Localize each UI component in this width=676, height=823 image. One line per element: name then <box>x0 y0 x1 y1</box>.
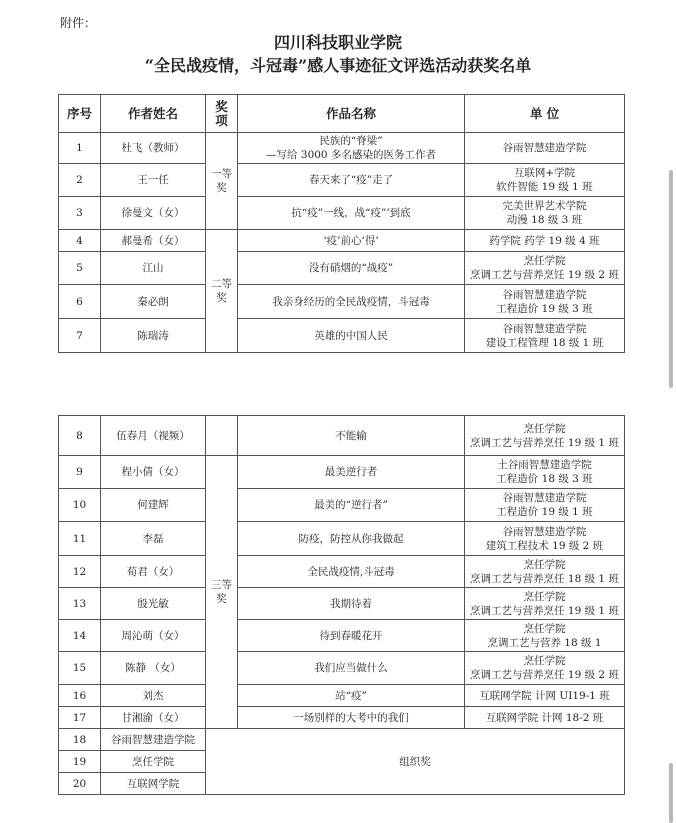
row-no: 9 <box>59 456 101 489</box>
award-first <box>206 133 238 230</box>
row-unit-line2: 烹调工艺与营养烹任 18 级 1 班 <box>470 572 619 585</box>
row-no: 7 <box>59 319 101 353</box>
org-name: 互联网学院 <box>101 773 206 795</box>
header-no: 序号 <box>59 95 101 133</box>
row-unit <box>465 652 625 685</box>
row-unit-line1: 谷雨智慧建造学院 <box>502 322 587 335</box>
row-unit-line1: 谷雨智慧建造学院 <box>502 288 587 301</box>
awards-table-part1 <box>58 94 625 353</box>
row-unit-line2: 烹调工艺与营养烹任 19 级 1 班 <box>470 604 619 617</box>
row-no: 8 <box>59 416 101 456</box>
document-subtitle: “全民战疫情，斗冠毒”感人事迹征文评选活动获奖名单 <box>144 56 532 75</box>
row-unit <box>465 285 625 319</box>
row-unit-line2: 建筑工程技术 19 级 2 班 <box>485 539 604 552</box>
row-work <box>238 133 465 164</box>
row-unit-line1: 烹任学院 <box>523 655 566 667</box>
row-work: 我们应当做什么 <box>238 652 465 685</box>
row-no: 3 <box>59 197 101 230</box>
award-third-line2: 奖 <box>216 593 227 605</box>
row-unit-line2: 工程造价 19 级 3 班 <box>496 302 593 315</box>
table-row <box>59 685 625 707</box>
document-title: 四川科技职业学院 <box>273 33 402 52</box>
table-row <box>59 588 625 620</box>
row-unit <box>465 197 625 230</box>
award-empty <box>206 416 238 456</box>
org-row <box>59 729 625 751</box>
row-unit: 互联网学院 计网 18-2 班 <box>465 707 625 729</box>
row-work: 我期待着 <box>238 588 465 620</box>
table-row <box>59 164 625 197</box>
org-name: 谷雨智慧建造学院 <box>101 729 206 751</box>
header-unit: 单 位 <box>465 95 625 133</box>
row-work: 我亲身经历的全民战疫情，斗冠毒 <box>238 285 465 319</box>
row-author: 何建辉 <box>101 489 206 522</box>
award-org: 组织奖 <box>206 729 625 795</box>
header-award-line2: 项 <box>215 112 228 128</box>
row-work: 不能输 <box>238 416 465 456</box>
award-second-line2: 奖 <box>216 292 227 304</box>
row-work: 春天来了“疫”走了 <box>238 164 465 197</box>
row-work-line2: —写给 3000 多名感染的医务工作者 <box>266 149 436 161</box>
attachment-label: 附件： <box>60 16 97 30</box>
row-author: 秦必朗 <box>101 285 206 319</box>
row-no: 4 <box>59 230 101 252</box>
row-work-line1: 民族的“脊梁” <box>319 135 383 147</box>
row-unit <box>465 319 625 353</box>
table-row <box>59 197 625 230</box>
row-unit-line1: 烹任学院 <box>523 590 566 603</box>
row-author: 殷光敏 <box>101 588 206 620</box>
row-unit <box>465 556 625 588</box>
row-author: 荀君（女） <box>101 556 206 588</box>
row-unit-line1: 完美世界艺术学院 <box>502 200 587 212</box>
scrollbar-thumb[interactable] <box>669 170 673 388</box>
row-unit-line1: 谷雨智慧建造学院 <box>502 525 587 538</box>
row-author: 伍春月（视频） <box>101 416 206 456</box>
row-no: 16 <box>59 685 101 707</box>
row-no: 5 <box>59 252 101 285</box>
row-no: 18 <box>59 729 101 751</box>
awards-table-part2 <box>58 415 625 795</box>
row-work: 防疫，防控从你我做起 <box>238 522 465 556</box>
row-author: 陈瑞涛 <box>101 319 206 353</box>
row-work: 抗“疫”一线，战“疫”’到底 <box>238 197 465 230</box>
table-row <box>59 285 625 319</box>
row-work: 待到春暖花开 <box>238 620 465 652</box>
row-unit-line2: 动漫 18 级 3 班 <box>506 214 583 226</box>
row-unit <box>465 456 625 489</box>
row-no: 15 <box>59 652 101 685</box>
award-second-line1: 二等 <box>211 278 232 290</box>
award-first-line2: 奖 <box>216 182 227 194</box>
row-unit <box>465 164 625 197</box>
header-award-line1: 奖 <box>215 98 228 114</box>
row-author: 刘杰 <box>101 685 206 707</box>
row-unit: 药学院 药学 19 级 4 班 <box>465 230 625 252</box>
row-author: 江山 <box>101 252 206 285</box>
row-unit-line1: 烹任学院 <box>523 422 566 435</box>
row-no: 6 <box>59 285 101 319</box>
org-name: 烹任学院 <box>101 751 206 773</box>
row-author: 陈静 （女） <box>101 652 206 685</box>
table-row <box>59 133 625 164</box>
row-author: 李磊 <box>101 522 206 556</box>
row-unit-line2: 工程造价 19 级 1 班 <box>496 506 593 518</box>
row-unit: 互联网学院 计网 UI19-1 班 <box>465 685 625 707</box>
row-unit-line1: 土谷雨智慧建造学院 <box>497 459 592 471</box>
row-unit-line1: 谷雨智慧建造学院 <box>502 492 587 504</box>
row-work: 没有硝烟的“战疫” <box>238 252 465 285</box>
row-work: 最美逆行者 <box>238 456 465 489</box>
award-second <box>206 230 238 353</box>
row-unit-line2: 工程造价 18 级 3 班 <box>496 473 593 485</box>
header-award <box>206 95 238 133</box>
header-work: 作品名称 <box>238 95 465 133</box>
row-no: 12 <box>59 556 101 588</box>
row-work: ‘疫’前心‘得’ <box>238 230 465 252</box>
row-no: 10 <box>59 489 101 522</box>
row-unit-line2: 烹调工艺与营养烹任 19 级 1 班 <box>470 436 619 449</box>
row-no: 19 <box>59 751 101 773</box>
row-unit-line2: 烹调工艺与营养 18 级 1 <box>487 636 602 649</box>
row-unit <box>465 416 625 456</box>
table-row <box>59 522 625 556</box>
table-row <box>59 230 625 252</box>
row-no: 1 <box>59 133 101 164</box>
vertical-scrollbar[interactable] <box>666 0 676 823</box>
table-row <box>59 620 625 652</box>
row-unit-line2: 软件智能 19 级 1 班 <box>496 181 593 193</box>
row-unit <box>465 522 625 556</box>
table-row <box>59 252 625 285</box>
table-row <box>59 707 625 729</box>
row-work: 一场别样的大考中的我们 <box>238 707 465 729</box>
row-no: 20 <box>59 773 101 795</box>
row-author: 周沁萌（女） <box>101 620 206 652</box>
row-unit: 谷雨智慧建造学院 <box>465 133 625 164</box>
row-no: 17 <box>59 707 101 729</box>
row-author: 程小倩（女） <box>101 456 206 489</box>
row-unit-line2: 烹调工艺与营养烹任 19 级 2 班 <box>470 669 619 681</box>
row-author: 甘湘渝（女） <box>101 707 206 729</box>
table-row <box>59 319 625 353</box>
award-third-line1: 三等 <box>211 579 232 591</box>
row-work: 英雄的中国人民 <box>238 319 465 353</box>
table-row <box>59 652 625 685</box>
row-unit-line1: 烹任学院 <box>523 255 566 267</box>
table-row <box>59 416 625 456</box>
row-unit-line2: 建设工程管理 18 级 1 班 <box>485 336 604 349</box>
row-author: 郝曼希（女） <box>101 230 206 252</box>
row-unit-line1: 烹任学院 <box>523 558 566 571</box>
row-unit <box>465 620 625 652</box>
row-unit-line1: 烹任学院 <box>523 622 566 635</box>
row-no: 13 <box>59 588 101 620</box>
table-header-row <box>59 95 625 133</box>
table-row <box>59 489 625 522</box>
row-unit-line1: 互联网+学院 <box>513 167 576 179</box>
row-work: 站“疫” <box>238 685 465 707</box>
row-no: 14 <box>59 620 101 652</box>
table-row <box>59 456 625 489</box>
row-unit <box>465 588 625 620</box>
row-work: 最美的“逆行者” <box>238 489 465 522</box>
table-row <box>59 556 625 588</box>
row-no: 11 <box>59 522 101 556</box>
row-author: 徐曼文（女） <box>101 197 206 230</box>
row-unit <box>465 489 625 522</box>
row-author: 王一任 <box>101 164 206 197</box>
row-author: 杜飞（教师） <box>101 133 206 164</box>
scrollbar-thumb-secondary[interactable] <box>669 763 673 823</box>
row-unit <box>465 252 625 285</box>
award-first-line1: 一等 <box>211 168 232 180</box>
row-no: 2 <box>59 164 101 197</box>
award-third <box>206 456 238 729</box>
row-work: 全民战疫情,斗冠毒 <box>238 556 465 588</box>
header-author: 作者姓名 <box>101 95 206 133</box>
row-unit-line2: 烹调工艺与营养烹饪 19 级 2 班 <box>470 269 619 281</box>
